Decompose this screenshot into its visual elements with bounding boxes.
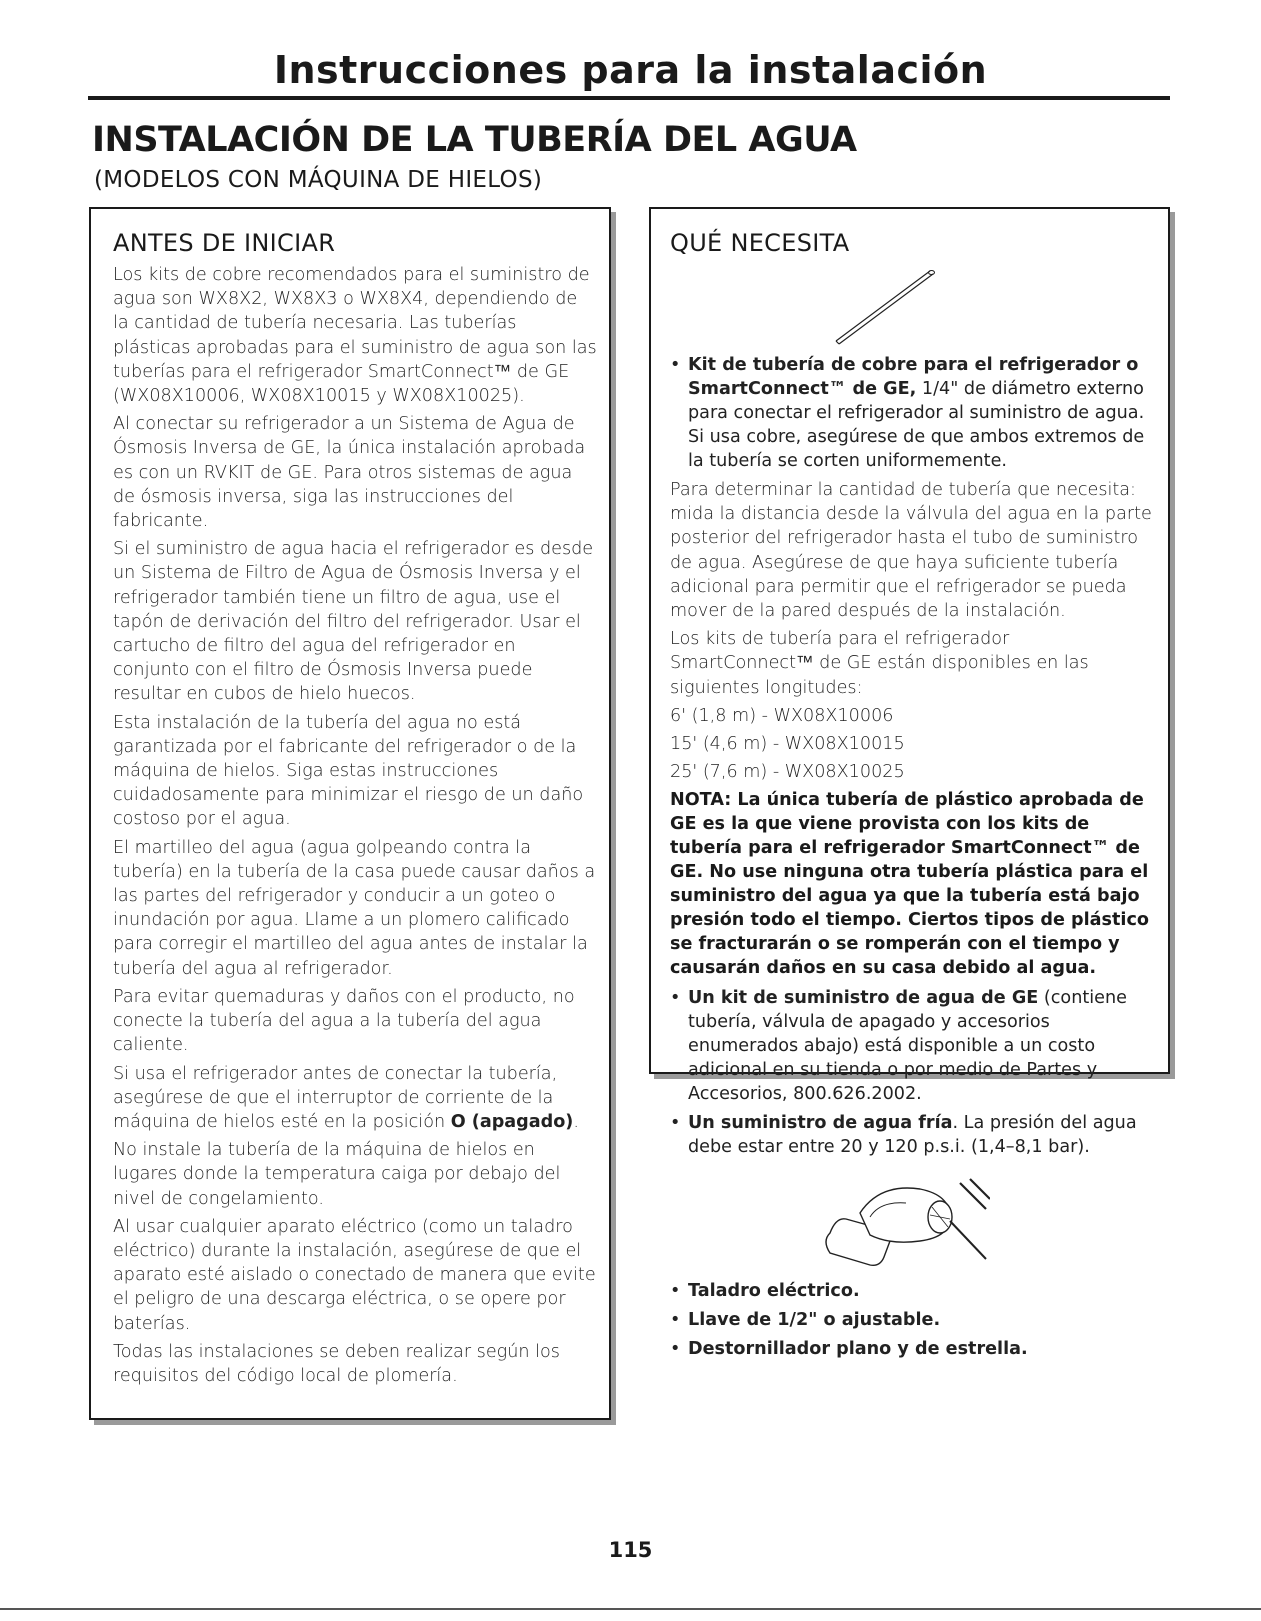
screwdriver-label: Destornillador plano y de estrella. [688,1339,1028,1360]
section-title: INSTALACIÓN DE LA TUBERÍA DEL AGUA [92,120,857,160]
right-paragraph-2: Los kits de tubería para el refrigerador SmartConnect™ de GE están disponibles en las siguientes longitudes: [670,629,1089,698]
screwdriver-item [670,1337,1158,1361]
tubing-length-3: 25' (7,6 m) - WX08X10025 [670,762,905,783]
left-paragraph-9: Al usar cualquier aparato eléctrico (como un taladro eléctrico) durante la instalación, asegúrese de que el aparato esté aislado o conectado de manera que evite el peligro de una descarga eléctrica, o se opere por baterías. [113,1216,596,1334]
power-drill-label: Taladro eléctrico. [688,1281,860,1302]
water-supply-kit-label: Un kit de suministro de agua de GE [688,988,1039,1009]
bullet-glyph: • [670,1113,681,1134]
wrench-item [670,1308,1158,1332]
header-divider [88,96,1170,100]
page-number: 115 [608,1538,653,1562]
power-drill-item [670,1279,1158,1303]
before-you-begin-box [89,207,611,1420]
left-paragraph-3: Si el suministro de agua hacia el refrigerador es desde un Sistema de Filtro de Agua de Ósmosis Inversa y el refrigerador también tiene un filtro de agua, use el tapón de derivación del filtro del refrigerador. Usar el cartucho de filtro del agua del refrigerador en conjunto con el filtro de Ósmosis Inversa puede resultar en cubos de hielo huecos. [113,539,594,705]
left-paragraph-10: Todas las instalaciones se deben realizar según los requisitos del código local de plomería. [113,1341,560,1386]
copper-tubing-kit-item [670,353,1158,473]
plastic-tubing-note: NOTA: La única tubería de plástico aprobada de GE es la que viene provista con los kits de tubería para el refrigerador SmartConnect™ de GE. No use ninguna otra tubería plástica para el suministro del agua ya que la tubería está bajo presión todo el tiempo. Ciertos tipos de plástico se fracturarán o se romperán con el tiempo y causarán daños en su casa debido al agua. [670,790,1149,979]
section-subtitle: (MODELOS CON MÁQUINA DE HIELOS) [94,167,543,193]
water-supply-kit-item [670,986,1158,1106]
left-paragraph-1: Los kits de cobre recomendados para el suministro de agua son WX8X2, WX8X3 o WX8X4, dependiendo de la cantidad de tubería necesaria. Las tuberías plásticas aprobadas para el suministro de agua son las tuberías para el refrigerador SmartConnect™ de GE (WX08X10006, WX08X10015 y WX08X10025). [113,265,597,407]
left-paragraph-2: Al conectar su refrigerador a un Sistema de Agua de Ósmosis Inversa de GE, la única instalación aprobada es con un RVKIT de GE. Para otros sistemas de agua de ósmosis inversa, siga las instrucciones del fabricante. [113,414,586,532]
drill-illustration-icon [810,1173,1158,1269]
left-paragraph-7-text: Si usa el refrigerador antes de conectar la tubería, asegúrese de que el interruptor de corriente de la máquina de hielos esté en la posición [113,1063,558,1132]
wrench-label: Llave de 1/2" o ajustable. [688,1310,941,1331]
off-position-label: O (apagado) [450,1111,574,1132]
left-paragraph-5: El martilleo del agua (agua golpeando contra la tubería) en la tubería de la casa puede causar daños a las partes del refrigerador y conducir a un goteo o inundación por agua. Llame a un plomero calificado para corregir el martilleo del agua antes de instalar la tubería del agua al refrigerador. [113,837,596,979]
left-paragraph-7 [113,1062,597,1135]
left-paragraph-8: No instale la tubería de la máquina de hielos en lugares donde la temperatura caiga por debajo del nivel de congelamiento. [113,1140,561,1209]
copper-tubing-kit-label: Kit de tubería de cobre para el refrigerador o SmartConnect™ de GE, [688,355,1139,399]
right-paragraph-1: Para determinar la cantidad de tubería que necesita: mida la distancia desde la válvula del agua en la parte posterior del refrigerador hasta el tubo de suministro de agua. Asegúrese de que haya suficiente tubería adicional para permitir que el refrigerador se pueda mover de la pared después de la instalación. [670,480,1152,622]
bullet-glyph: • [670,1339,681,1360]
page-header-title: Instrucciones para la instalación [273,48,988,92]
left-paragraph-7-end: . [573,1111,579,1132]
cold-water-supply-detail: . La presión del agua debe estar entre 20 y 120 p.s.i. (1,4–8,1 bar). [688,1113,1137,1158]
bottom-divider [0,1608,1261,1610]
cold-water-supply-label: Un suministro de agua fría [688,1113,953,1134]
bullet-glyph: • [670,1310,681,1331]
tubing-length-1: 6' (1,8 m) - WX08X10006 [670,705,894,726]
bullet-glyph: • [670,355,681,375]
bullet-glyph: • [670,988,681,1009]
before-you-begin-heading: ANTES DE INICIAR [113,229,336,257]
cold-water-supply-item [670,1111,1158,1159]
what-you-need-box [649,207,1170,1360]
copper-tubing-kit-detail: 1/4" de diámetro externo para conectar el refrigerador al suministro de agua. Si usa cobre, asegúrese de que ambos extremos de la tubería se corten uniformemente. [688,379,1145,471]
water-supply-kit-detail: (contiene tubería, válvula de apagado y accesorios enumerados abajo) está disponible a un costo adicional en su tienda o por medio de Partes y Accesorios, 800.626.2002. [688,988,1127,1105]
left-paragraph-6: Para evitar quemaduras y daños con el producto, no conecte la tubería del agua a la tubería del agua caliente. [113,986,575,1056]
left-paragraph-4: Esta instalación de la tubería del agua no está garantizada por el fabricante del refrigerador o de la máquina de hielos. Siga estas instrucciones cuidadosamente para minimizar el riesgo de un daño costoso por el agua. [113,712,584,830]
tubing-illustration-icon [830,263,1158,347]
what-you-need-heading: QUÉ NECESITA [670,229,850,257]
tubing-length-2: 15' (4,6 m) - WX08X10015 [670,734,905,755]
bullet-glyph: • [670,1281,681,1302]
